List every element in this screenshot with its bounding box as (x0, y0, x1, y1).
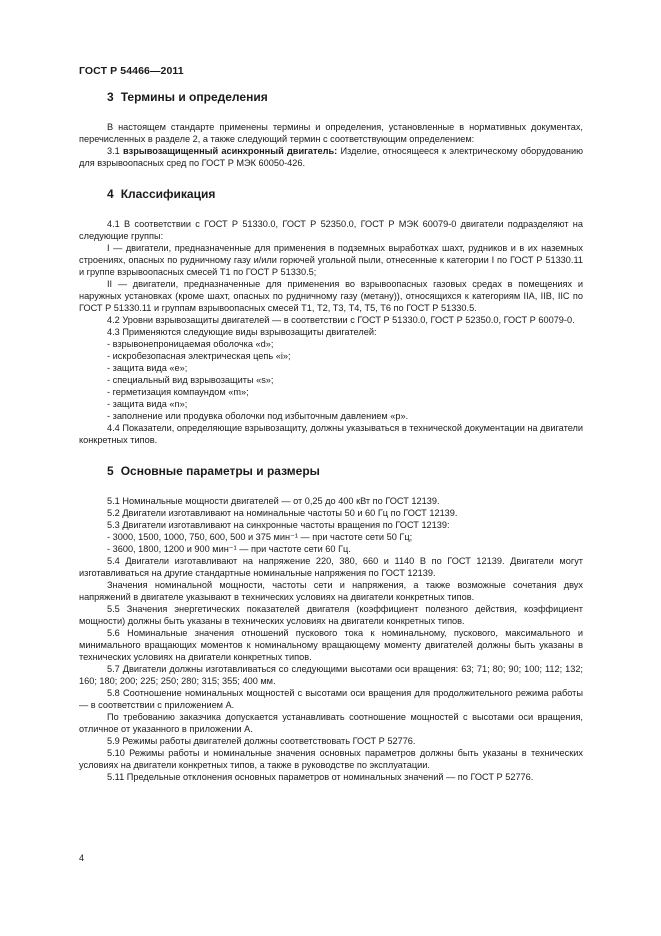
list-item: - искробезопасная электрическая цепь «i»; (107, 351, 291, 361)
section-heading: Основные параметры и размеры (120, 464, 320, 478)
list-item: - герметизация компаундом «m»; (107, 387, 249, 397)
paragraph: 5.4 Двигатели изготавливают на напряжение 220, 380, 660 и 1140 В по ГОСТ 12139. Двигатели могут изготавливаться на другие стандартные номинальные напряжения по ГОСТ 12139. (79, 556, 583, 578)
section-terms (79, 90, 583, 169)
section-parameters (79, 464, 583, 783)
section-classification (79, 187, 583, 446)
list-item: - 3600, 1800, 1200 и 900 мин⁻¹ — при частоте сети 60 Гц. (107, 544, 351, 554)
section-title (107, 464, 583, 478)
paragraph: 5.8 Соотношение номинальных мощностей с высотами оси вращения для продолжительного режима работы — в соответствии с приложением А. (79, 688, 583, 710)
paragraph: 5.11 Предельные отклонения основных параметров от номинальных значений — по ГОСТ Р 52776. (107, 772, 534, 782)
paragraph: 4.4 Показатели, определяющие взрывозащиту, должны указываться в технической документации на двигатели конкретных типов. (79, 423, 583, 445)
section-number: 5 (107, 464, 114, 478)
term-text: Изделие, относящееся к электрическому оборудованию для взрывоопасных сред по ГОСТ Р МЭК 60050-426. (79, 146, 583, 168)
paragraph: В настоящем стандарте применены термины и определения, установленные в нормативных документах, перечисленных в разделе 2, а также следующий термин с соответствующим определением: (79, 122, 583, 144)
section-number: 4 (107, 187, 114, 201)
section-heading: Классификация (120, 187, 216, 201)
paragraph: 4.2 Уровни взрывозащиты двигателей — в соответствии с ГОСТ Р 51330.0, ГОСТ Р 52350.0, ГОСТ Р 60079-0. (107, 315, 575, 325)
list-item: - защита вида «n»; (107, 399, 188, 409)
paragraph: 4.1 В соответствии с ГОСТ Р 51330.0, ГОСТ Р 52350.0, ГОСТ Р МЭК 60079-0 двигатели подразделяют на следующие группы: (79, 219, 583, 241)
section-number: 3 (107, 90, 114, 104)
paragraph: Значения номинальной мощности, частоты сети и напряжения, а также возможные сочетания двух напряжений в двигателе указывают в технических условиях на двигатели конкретных типов. (79, 580, 583, 602)
term-name: взрывозащищенный асинхронный двигатель: (123, 146, 338, 156)
paragraph: 5.6 Номинальные значения отношений пускового тока к номинальному, пускового, максимального и минимального вращающих моментов к номинальному вращающему моменту двигателей должны быть указаны в технических условиях на двигатели конкретных типов. (79, 628, 583, 662)
list-item: - взрывонепроницаемая оболочка «d»; (107, 339, 274, 349)
term-number: 3.1 (107, 146, 120, 156)
list-item: - 3000, 1500, 1000, 750, 600, 500 и 375 мин⁻¹ — при частоте сети 50 Гц; (107, 532, 413, 542)
paragraph: 5.7 Двигатели должны изготавливаться со следующими высотами оси вращения: 63; 71; 80; 90; 100; 112; 132; 160; 180; 200; 225; 250; 280; 315; 355; 400 мм. (79, 664, 583, 686)
paragraph: 5.5 Значения энергетических показателей двигателя (коэффициент полезного действия, коэффициент мощности) должны быть указаны в технических условиях на двигатели конкретных типов. (79, 604, 583, 626)
paragraph: 5.10 Режимы работы и номинальные значения основных параметров должны быть указаны в технических условиях на двигатели конкретных типов, а также в руководстве по эксплуатации. (79, 748, 583, 770)
list-item: - специальный вид взрывозащиты «s»; (107, 375, 274, 385)
page-number: 4 (79, 853, 85, 863)
document-id-header: ГОСТ Р 54466—2011 (79, 65, 184, 77)
section-title (107, 187, 583, 201)
paragraph: По требованию заказчика допускается устанавливать соотношение мощностей с высотами оси вращения, отличное от указанного в приложении А. (79, 712, 583, 734)
paragraph: 4.3 Применяются следующие виды взрывозащиты двигателей: (107, 327, 377, 337)
paragraph: 5.1 Номинальные мощности двигателей — от 0,25 до 400 кВт по ГОСТ 12139. (107, 496, 440, 506)
list-item: - защита вида «е»; (107, 363, 188, 373)
document-body (79, 90, 583, 795)
list-item: - заполнение или продувка оболочки под избыточным давлением «р». (107, 411, 409, 421)
section-title (107, 90, 583, 104)
paragraph: 5.3 Двигатели изготавливают на синхронные частоты вращения по ГОСТ 12139: (107, 520, 450, 530)
paragraph: I — двигатели, предназначенные для применения в подземных выработках шахт, рудников и в их наземных строениях, опасных по рудничному газу и/или горючей угольной пыли, отнесенные к категории I по ГОСТ Р 51330.11 и группе взрывоопасных смесей Т1 по ГОСТ Р 51330.5; (79, 243, 583, 277)
term-definition (79, 145, 583, 169)
paragraph: 5.9 Режимы работы двигателей должны соответствовать ГОСТ Р 52776. (107, 736, 416, 746)
paragraph: 5.2 Двигатели изготавливают на номинальные частоты 50 и 60 Гц по ГОСТ 12139. (107, 508, 458, 518)
section-heading: Термины и определения (120, 90, 268, 104)
paragraph: II — двигатели, предназначенные для применения во взрывоопасных газовых средах в помещениях и наружных установках (кроме шахт, опасных по рудничному газу (метану)), относящихся к категориям IIA, IIB, IIC по ГОСТ Р 51330.11 и группам взрывоопасных смесей Т1, Т2, Т3, Т4, Т5, Т6 по ГОСТ Р 51330.5. (79, 279, 583, 313)
